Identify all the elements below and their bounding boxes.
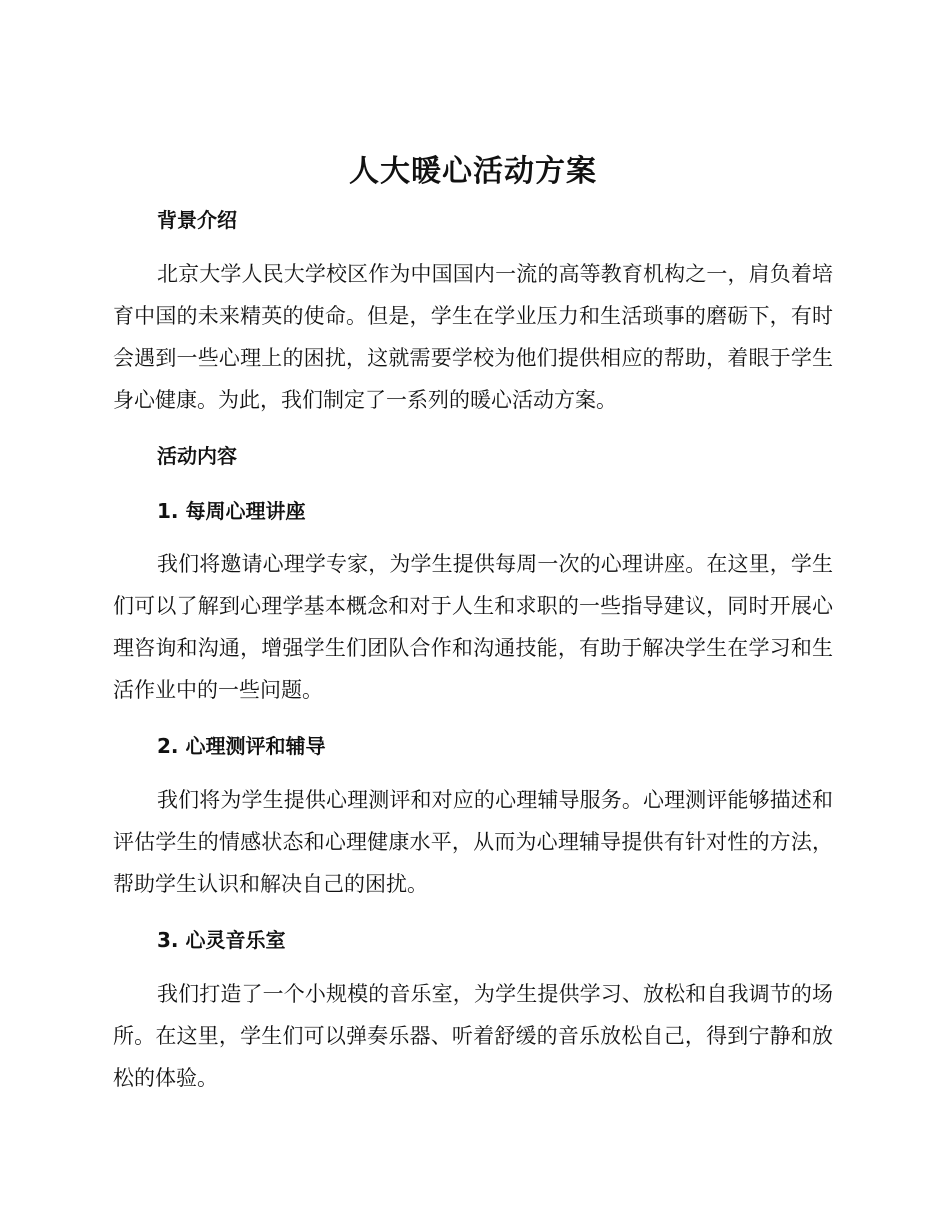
section-body-background: 北京大学人民大学校区作为中国国内一流的高等教育机构之一，肩负着培育中国的未来精英的使命。但是，学生在学业压力和生活琐事的磨砺下，有时会遇到一些心理上的困扰，这就需要学校为他们提供相应的帮助，着眼于学生身心健康。为此，我们制定了一系列的暖心活动方案。: [113, 262, 833, 412]
document-page: [113, 150, 833, 1099]
section-heading-music-room: 3. 心灵音乐室: [157, 928, 286, 952]
section-heading-activities: 活动内容: [157, 444, 237, 468]
section-body-assessment: 我们将为学生提供心理测评和对应的心理辅导服务。心理测评能够描述和评估学生的情感状态和心理健康水平，从而为心理辅导提供有针对性的方法，帮助学生认识和解决自己的困扰。: [113, 788, 833, 896]
section-heading-assessment: 2. 心理测评和辅导: [157, 734, 326, 758]
section-heading-weekly-lecture: 1. 每周心理讲座: [157, 499, 306, 523]
section-body-music-room: 我们打造了一个小规模的音乐室，为学生提供学习、放松和自我调节的场所。在这里，学生们可以弹奏乐器、听着舒缓的音乐放松自己，得到宁静和放松的体验。: [113, 982, 833, 1090]
section-body-weekly-lecture: 我们将邀请心理学专家，为学生提供每周一次的心理讲座。在这里，学生们可以了解到心理学基本概念和对于人生和求职的一些指导建议，同时开展心理咨询和沟通，增强学生们团队合作和沟通技能，有助于解决学生在学习和生活作业中的一些问题。: [113, 552, 833, 702]
document-title: 人大暖心活动方案: [349, 154, 597, 189]
section-heading-background: 背景介绍: [157, 208, 237, 232]
